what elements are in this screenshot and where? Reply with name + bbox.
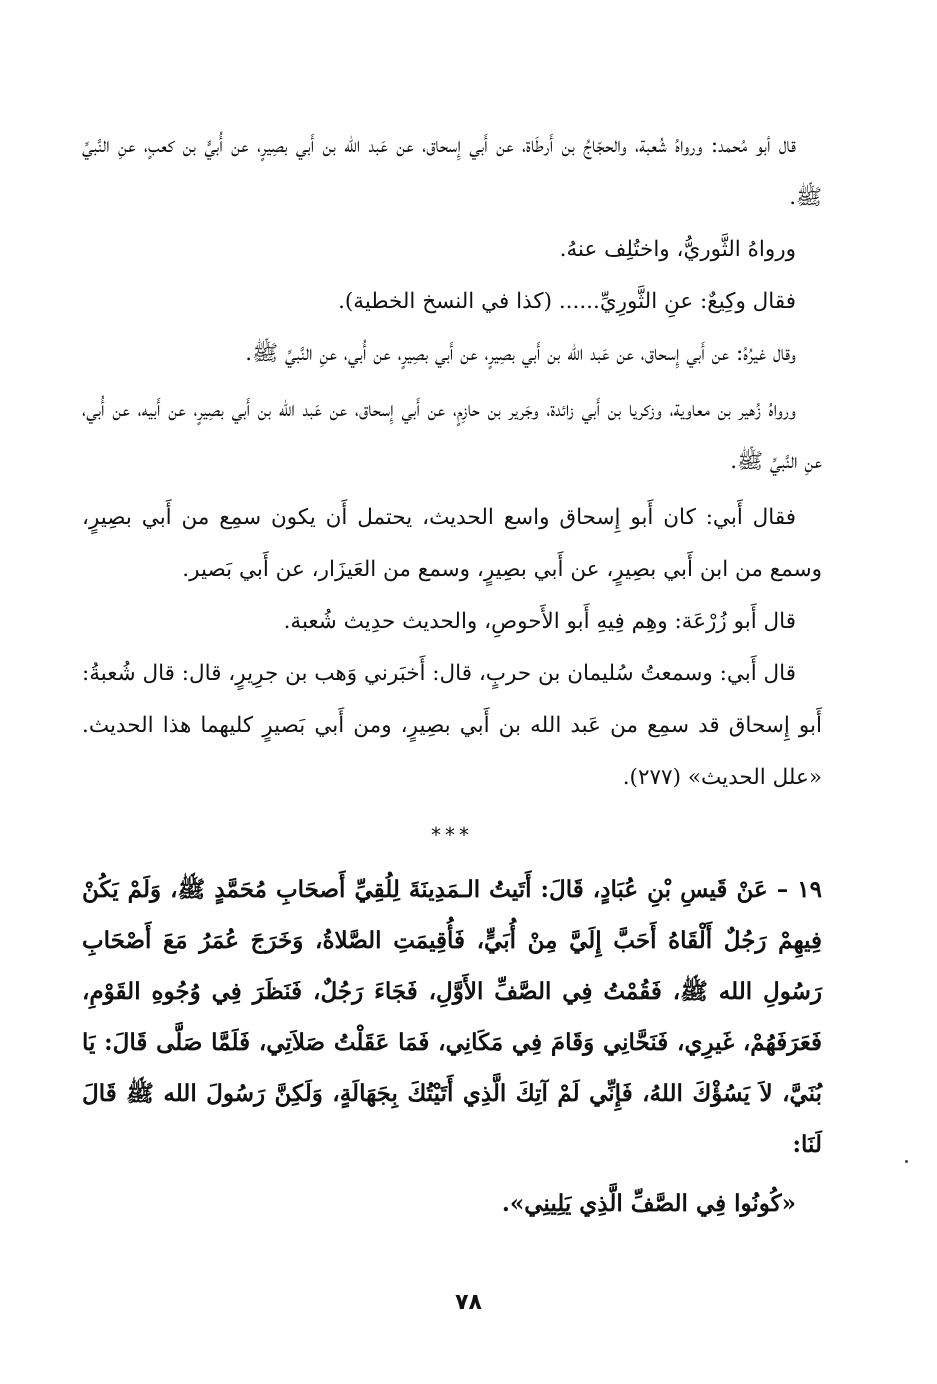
- section-divider: ***: [431, 823, 473, 847]
- paragraph-abi-commentary: فقال أَبي: كان أَبو إِسحاق واسع الحديث، يحتمل أَن يكون سمِع من أَبي بصِيرٍ، وسمع من ابن أَبي بصِيرٍ، عن أَبي بصِيرٍ، وسمع من العَيزَار، عن أَبي بَصير.: [82, 505, 822, 582]
- scan-mark: [905, 1160, 908, 1163]
- paragraph-ghayruhu: وقال غيرُهُ: عن أَبي إِسحاق، عن عَبد الله بن أَبي بصِيرٍ، عن أَبي بصِيرٍ، عن أُبي، عنِ النَّبيِّ ﷺ.: [245, 341, 796, 366]
- paragraph-zuhayr: ورواهُ زُهير بن معاوية، وزكريا بن أَبي زائدة، وجَرير بن حازِمٍ، عن أَبي إِسحاق، عن عَبد الله بن أَبي بصِيرٍ، عن أَبيه، عن أُبي، عنِ النَّبيِّ ﷺ.: [82, 397, 822, 474]
- hadith-quote: «كُونُوا فِي الصَّفِّ الَّذِي يَلِينِي».: [501, 1190, 796, 1217]
- paragraph-waki: فقال وكِيعٌ: عنِ الثَّورِيِّ...... (كذا في النسخ الخطية).: [338, 289, 796, 314]
- paragraph-abu-zura: قال أَبو زُرْعَة: وهِم فِيهِ أَبو الأَحوصِ، والحديث حدِيث شُعبة.: [283, 609, 796, 634]
- page-body: [82, 120, 822, 1229]
- page-number: ٧٨: [455, 1290, 482, 1315]
- paragraph-abu-muhammad: قال أبو مُحمد: ورواهُ شُعبة، والحجّاجُ بن أَرطَاة، عن أَبي إِسحاق، عن عَبد الله بن أَبي بصِيرٍ، عن أُبيٍّ بن كعبٍ، عنِ النَّبيِّ ﷺ.: [82, 133, 822, 210]
- paragraph-sulayman: قال أَبي: وسمعتُ سُليمان بن حربٍ، قال: أَخبَرني وَهب بن جرِيرٍ، قال: قال شُعبةُ: أَبو إِسحاق قد سمِع من عَبد الله بن أَبي بصِيرٍ، ومن أَبي بَصيرٍ كليهما هذا الحديث. «علل الحديث» (٢٧٧).: [82, 661, 822, 790]
- hadith-19-text: ١٩ – عَنْ قَيسِ بْنِ عُبَادٍ، قَالَ: أَتَيتُ الـمَدِينَةَ لِلُقِيِّ أَصحَابِ مُحَمَّدٍ ﷺ، وَلَمْ يَكُنْ فِيهِمْ رَجُلٌ أَلْقَاهُ أَحَبَّ إِلَيَّ مِنْ أُبَيٍّ، فَأُقِيمَتِ الصَّلاةُ، وَخَرَجَ عُمَرُ مَعَ أَصْحَابِ رَسُولِ الله ﷺ، فَقُمْتُ فِي الصَّفِّ الأَوَّلِ، فَجَاءَ رَجُلٌ، فَنَظَرَ فِي وُجُوهِ القَوْمِ، فَعَرَفَهُمْ، غَيرِي، فَنَحَّانِي وَقَامَ فِي مَكَانِي، فَمَا عَقَلْتُ صَلاَتِي، فَلَمَّا صَلَّى قَالَ: يَا بُنَيَّ، لاَ يَسُؤْكَ اللهُ، فَإِنِّي لَمْ آتِكَ الَّذِي أَتَيْتُكَ بِجَهَالَةٍ، وَلَكِنَّ رَسُولَ الله ﷺ قَالَ لَنَا:: [82, 876, 822, 1158]
- paragraph-thawri: ورواهُ الثَّوريُّ، واختُلِف عنهُ.: [559, 237, 796, 262]
